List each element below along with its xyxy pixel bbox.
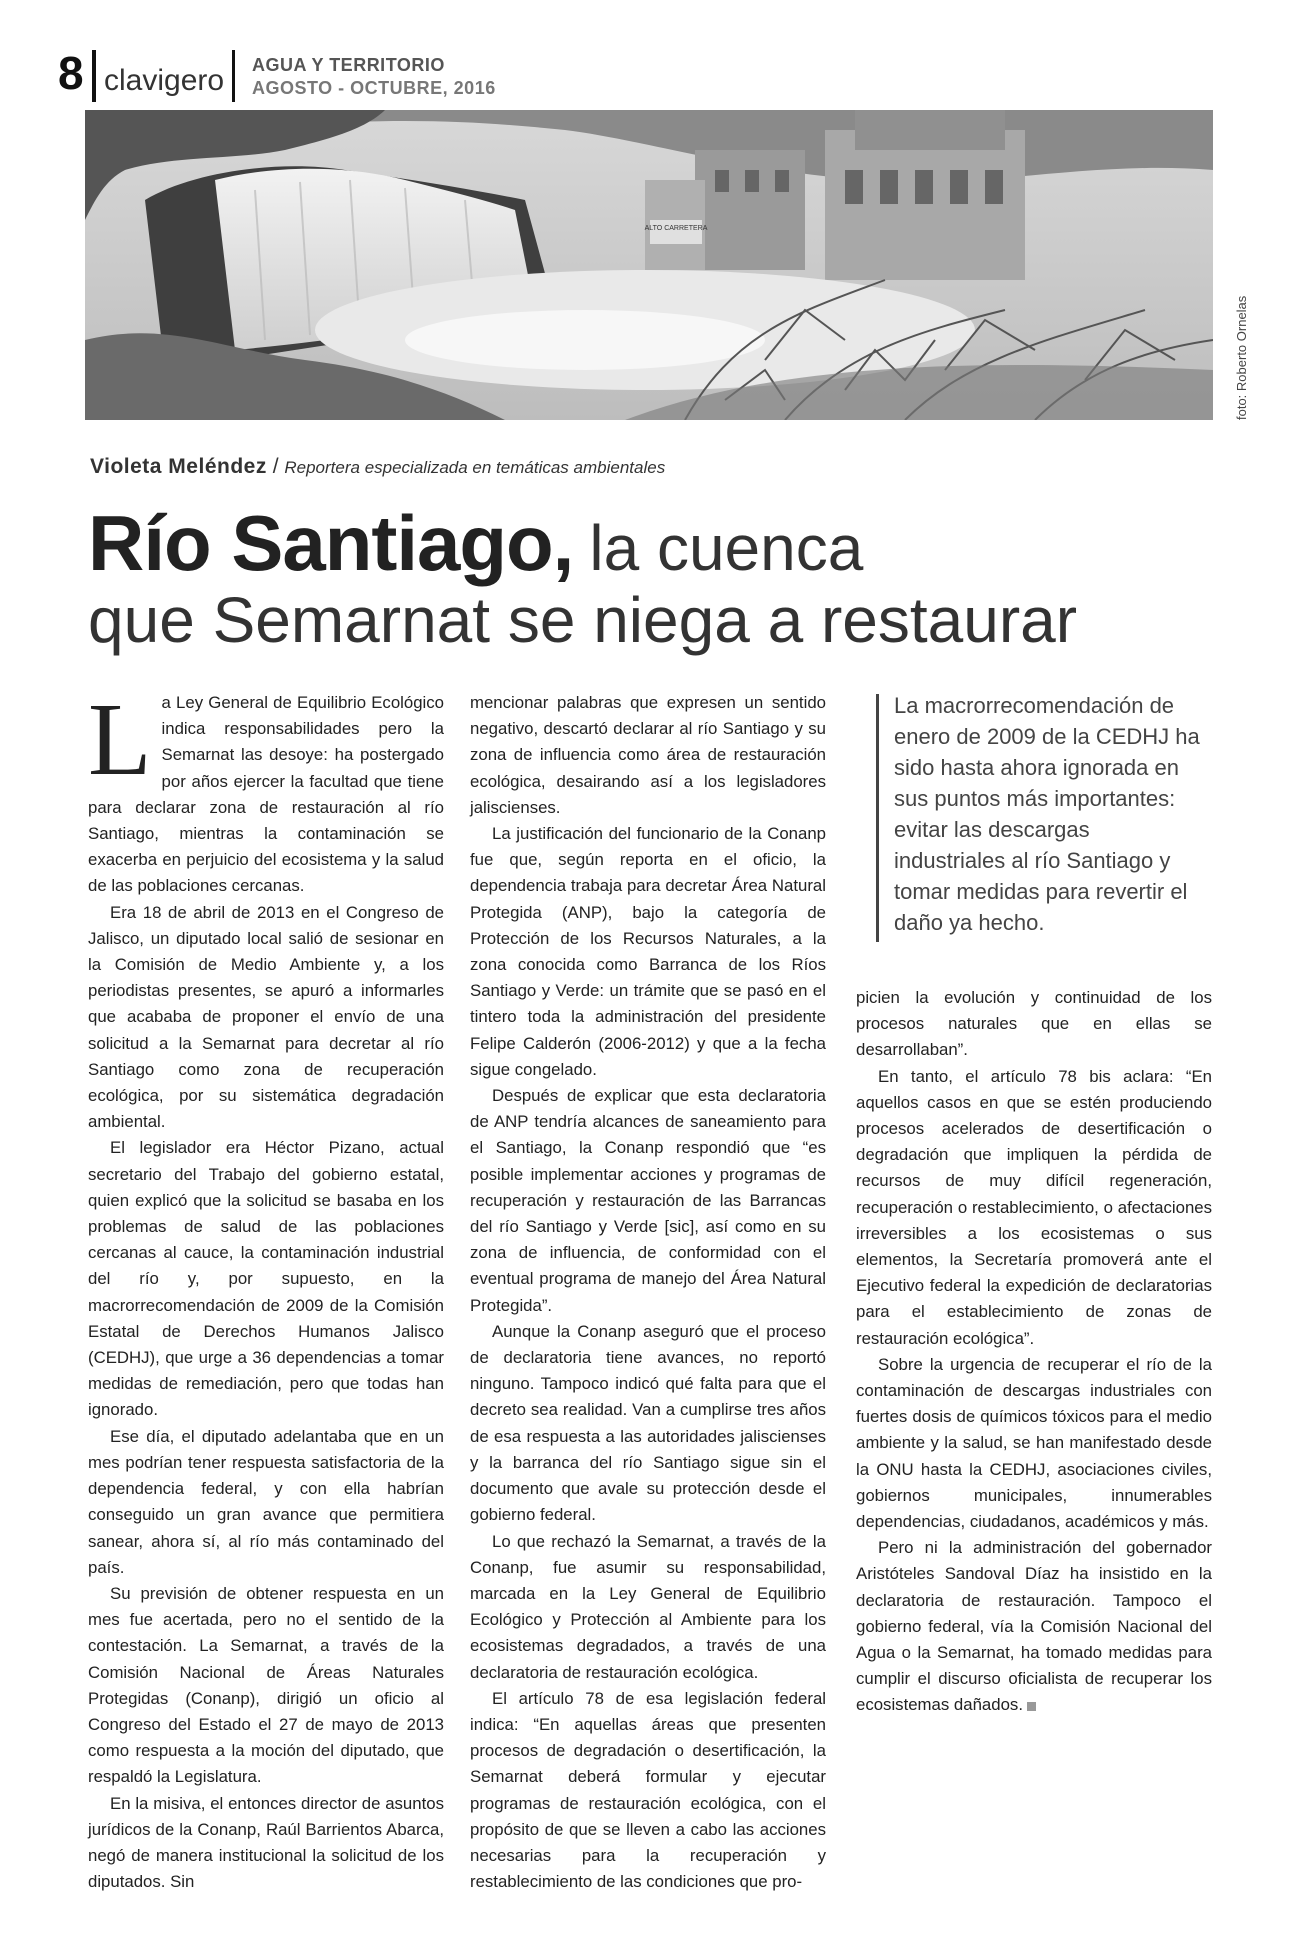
- headline-line-2: que Semarnat se niega a restaurar: [88, 584, 1078, 656]
- paragraph-text: Pero ni la administración del gobernador Aristóteles Sandoval Díaz ha insistido en la declaratoria de restauración. Tampoco el gobierno federal, vía la Comisión Nacional del Agua o la Semarnat, ha tomado medidas para cumplir el discurso oficialista de recuperar los ecosistemas dañados.: [856, 1538, 1212, 1715]
- paragraph: Después de explicar que esta declaratoria de ANP tendría alcances de saneamiento para el Santiago, la Conanp respondió que “es posible implementar acciones y programas de recuperación y restauración de las Barrancas del río Santiago y Verde [sic], así como en su zona de influencia, de conformidad con el eventual programa de manejo del Área Natural Protegida”.: [470, 1086, 826, 1315]
- drop-cap: L: [88, 682, 152, 797]
- paragraph: El artículo 78 de esa legislación federal indica: “En aquellas áreas que presenten procesos de degradación o desertificación, la Semarnat deberá formular y ejecutar programas de restauración ecológica, con el propósito de que se lleven a cabo las acciones necesarias para la recuperación y restablecimiento de las condiciones que pro-: [470, 1688, 826, 1892]
- byline: [90, 455, 665, 479]
- byline-separator: /: [272, 455, 279, 478]
- headline: [88, 500, 863, 591]
- author-name: Violeta Meléndez: [90, 455, 267, 478]
- pull-quote-text: La macrorrecomendación de enero de 2009 de la CEDHJ ha sido hasta ahora ignorada en sus puntos más importantes: evitar las descargas industriales al río Santiago y tomar medidas para revertir el daño ya hecho.: [894, 693, 1200, 935]
- pull-quote: [876, 690, 1206, 950]
- header-divider: [92, 50, 96, 102]
- pull-quote-bar: [876, 694, 879, 942]
- author-role: Reportera especializada en temáticas ambientales: [284, 458, 666, 477]
- section-title: AGUA Y TERRITORIO: [252, 55, 445, 75]
- article-column-2: [470, 690, 826, 1895]
- headline-light-1: la cuenca: [589, 512, 864, 584]
- paragraph: Ese día, el diputado adelantaba que en un mes podrían tener respuesta satisfactoria de la dependencia federal, y con ella habrían conseguido un gran avance que permitiera sanear, ahora sí, al río más contaminado del país.: [88, 1426, 444, 1577]
- paragraph-text: a Ley General de Equilibrio Ecológico indica responsabilidades pero la Semarnat las desoye: ha postergado por años ejercer la facultad que tiene para declarar zona de restauración al río Santiago, mientras la contaminación se exacerba en perjuicio del ecosistema y la salud de las poblaciones cercanas.: [88, 693, 444, 896]
- paragraph: La justificación del funcionario de la Conanp fue que, según reporta en el oficio, la dependencia trabaja para decretar Área Natural Protegida (ANP), bajo la categoría de Protección de los Recursos Naturales, a la zona conocida como Barranca de los Ríos Santiago y Verde: un trámite que se pasó en el tintero toda la administración del presidente Felipe Calderón (2006-2012) y que a la fecha sigue congelado.: [470, 824, 826, 1079]
- paragraph: En la misiva, el entonces director de asuntos jurídicos de la Conanp, Raúl Barrientos Abarca, negó de manera institucional la solicitud de los diputados. Sin: [88, 1793, 444, 1892]
- paragraph: mencionar palabras que expresen un sentido negativo, descartó declarar al río Santiago y su zona de influencia como área de restauración ecológica, desairando así a los legisladores jaliscienses.: [470, 693, 826, 817]
- paragraph: En tanto, el artículo 78 bis aclara: “En aquellos casos en que se estén produciendo procesos acelerados de desertificación o degradación que impliquen la pérdida de recursos de muy difícil regeneración, recuperación o restablecimiento, o afectaciones irreversibles a los ecosistemas o sus elementos, la Secretaría promoverá ante el Ejecutivo federal la expedición de declaratorias para el establecimiento de zonas de restauración ecológica”.: [856, 1066, 1212, 1348]
- paragraph: Sobre la urgencia de recuperar el río de la contaminación de descargas industriales con fuertes dosis de químicos tóxicos para el medio ambiente y la salud, se han manifestado desde la ONU hasta la CEDHJ, asociaciones civiles, gobiernos municipales, innumerables dependencias, ciudadanos, académicos y más.: [856, 1354, 1212, 1532]
- end-mark-icon: [1027, 1702, 1036, 1711]
- paragraph: Era 18 de abril de 2013 en el Congreso de Jalisco, un diputado local salió de sesionar en la Comisión de Medio Ambiente y, a los periodistas presentes, se apuró a informarles que acababa de proponer el envío de una solicitud a la Semarnat para decretar al río Santiago como zona de recuperación ecológica, por su sistemática degradación ambiental.: [88, 902, 444, 1132]
- headline-bold: Río Santiago,: [88, 499, 574, 587]
- paragraph: picien la evolución y continuidad de los procesos naturales que en ellas se desarrollaban”.: [856, 988, 1212, 1060]
- building-sign: ALTO CARRETERA: [644, 225, 708, 232]
- header-divider: [232, 50, 235, 102]
- photo-credit-text: foto: Roberto Ornelas: [1234, 295, 1249, 420]
- paragraph: El legislador era Héctor Pizano, actual secretario del Trabajo del gobierno estatal, quien explicó que la solicitud se basaba en los problemas de salud de las poblaciones cercanas al cauce, la contaminación industrial del río y, por supuesto, en la macrorrecomendación de 2009 de la Comisión Estatal de Derechos Humanos Jalisco (CEDHJ), que urge a 36 dependencias a tomar medidas de remediación, pero que todas han ignorado.: [88, 1138, 444, 1420]
- paragraph: Lo que rechazó la Semarnat, a través de la Conanp, fue asumir su responsabilidad, marcada en la Ley General de Equilibrio Ecológico y Protección al Ambiente para los ecosistemas degradados, a través de una declaratoria de restauración ecológica.: [470, 1531, 826, 1682]
- paragraph: Aunque la Conanp aseguró que el proceso de declaratoria tiene avances, no reportó ninguno. Tampoco indicó qué falta para que el decreto sea realidad. Van a cumplirse tres años de esa respuesta a las autoridades jaliscienses y la barranca del río Santiago sigue sin el documento que avale su protección desde el gobierno federal.: [470, 1321, 826, 1525]
- page-number: 8: [58, 47, 84, 99]
- article-column-3: [856, 985, 1212, 1719]
- photo-credit: [1218, 290, 1249, 420]
- article-column-1: [88, 682, 444, 1895]
- paragraph: [856, 1535, 1212, 1718]
- paragraph: Su previsión de obtener respuesta en un mes fue acertada, pero no el sentido de la contestación. La Semarnat, a través de la Comisión Nacional de Áreas Naturales Protegidas (Conanp), dirigió un oficio al Congreso del Estado el 27 de mayo de 2013 como respuesta a la moción del diputado, que respaldó la Legislatura.: [88, 1583, 444, 1787]
- paragraph: [88, 682, 444, 900]
- waterfall-photo: [85, 110, 1213, 420]
- publication-name: clavigero: [104, 64, 225, 97]
- issue-date: AGOSTO - OCTUBRE, 2016: [252, 78, 496, 98]
